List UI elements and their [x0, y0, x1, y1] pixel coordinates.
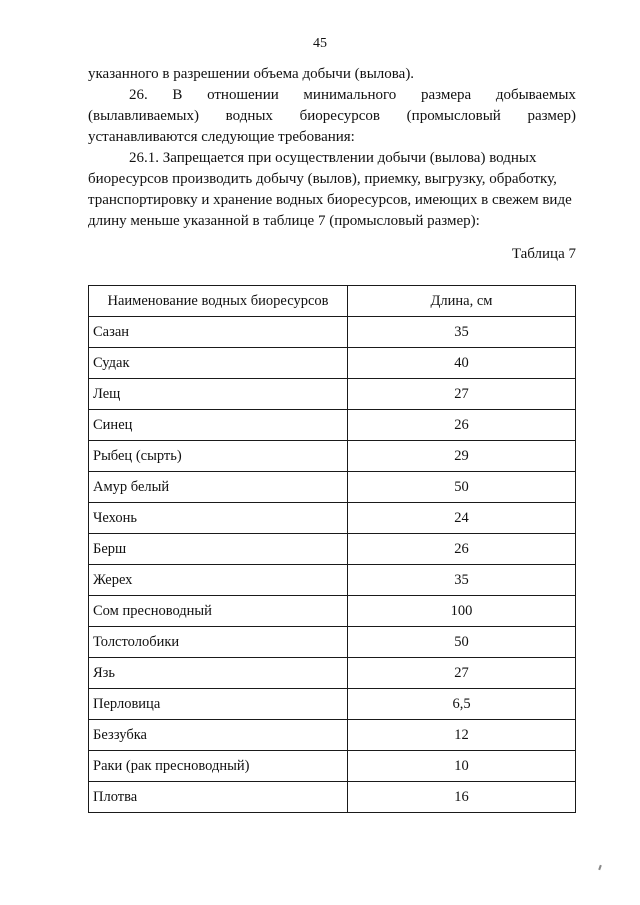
justified-line: [88, 85, 576, 106]
table-row: [89, 658, 576, 689]
table-row: [89, 627, 576, 658]
species-name-cell: Толстолобики: [89, 627, 348, 658]
text-line: 26.1. Запрещается при осуществлении добычи (вылова) водных: [129, 150, 537, 166]
word: В: [172, 87, 183, 103]
species-name-cell: Чехонь: [89, 503, 348, 534]
species-name-cell: Сом пресноводный: [89, 596, 348, 627]
length-cell: 50: [348, 472, 576, 503]
justified-line: [88, 106, 576, 127]
species-name-cell: Язь: [89, 658, 348, 689]
word: 26.: [129, 87, 148, 103]
scan-artifact: [598, 865, 602, 870]
length-cell: 27: [348, 658, 576, 689]
word: биоресурсов: [299, 108, 380, 124]
word: отношении: [207, 87, 279, 103]
text-line: транспортировку и хранение водных биоресурсов, имеющих в свежем виде: [88, 192, 572, 208]
length-cell: 50: [348, 627, 576, 658]
word: (промысловый: [406, 108, 501, 124]
size-table: [88, 285, 576, 813]
table-row: [89, 720, 576, 751]
word: размер): [527, 108, 576, 124]
species-name-cell: Амур белый: [89, 472, 348, 503]
text-line: биоресурсов производить добычу (вылов), приемку, выгрузку, обработку,: [88, 171, 557, 187]
table-row: [89, 689, 576, 720]
word: водных: [225, 108, 273, 124]
text-line: длину меньше указанной в таблице 7 (промысловый размер):: [88, 213, 480, 229]
species-name-cell: Лещ: [89, 379, 348, 410]
length-cell: 16: [348, 782, 576, 813]
page-number: 45: [313, 36, 327, 51]
species-name-cell: Берш: [89, 534, 348, 565]
species-name-cell: Беззубка: [89, 720, 348, 751]
table-row: [89, 472, 576, 503]
word: минимального: [303, 87, 397, 103]
table-row: [89, 782, 576, 813]
text-line: указанного в разрешении объема добычи (вылова).: [88, 66, 415, 82]
column-header-name: Наименование водных биоресурсов: [89, 286, 348, 317]
table-row: [89, 379, 576, 410]
word: (вылавливаемых): [88, 108, 199, 124]
text-line: устанавливаются следующие требования:: [88, 129, 355, 145]
species-name-cell: Рыбец (сырть): [89, 441, 348, 472]
paragraph-26-1: [88, 148, 576, 232]
table-row: [89, 317, 576, 348]
species-name-cell: Плотва: [89, 782, 348, 813]
length-cell: 26: [348, 410, 576, 441]
word: размера: [420, 87, 472, 103]
length-cell: 12: [348, 720, 576, 751]
table-row: [89, 410, 576, 441]
length-cell: 40: [348, 348, 576, 379]
word: добываемых: [495, 87, 576, 103]
table-row: [89, 503, 576, 534]
table-row: [89, 751, 576, 782]
paragraph-continuation: [88, 64, 576, 85]
paragraph-26: [88, 85, 576, 148]
species-name-cell: Судак: [89, 348, 348, 379]
table-row: [89, 565, 576, 596]
table-body: [89, 317, 576, 813]
length-cell: 26: [348, 534, 576, 565]
length-cell: 100: [348, 596, 576, 627]
table-header-row: [89, 286, 576, 317]
length-cell: 27: [348, 379, 576, 410]
column-header-length: Длина, см: [348, 286, 576, 317]
length-cell: 29: [348, 441, 576, 472]
species-name-cell: Синец: [89, 410, 348, 441]
length-cell: 24: [348, 503, 576, 534]
length-cell: 10: [348, 751, 576, 782]
table-row: [89, 534, 576, 565]
species-name-cell: Сазан: [89, 317, 348, 348]
species-name-cell: Жерех: [89, 565, 348, 596]
length-cell: 6,5: [348, 689, 576, 720]
species-name-cell: Перловица: [89, 689, 348, 720]
table-row: [89, 441, 576, 472]
table-row: [89, 348, 576, 379]
table-caption: Таблица 7: [511, 246, 576, 262]
table-row: [89, 596, 576, 627]
length-cell: 35: [348, 565, 576, 596]
length-cell: 35: [348, 317, 576, 348]
species-name-cell: Раки (рак пресноводный): [89, 751, 348, 782]
